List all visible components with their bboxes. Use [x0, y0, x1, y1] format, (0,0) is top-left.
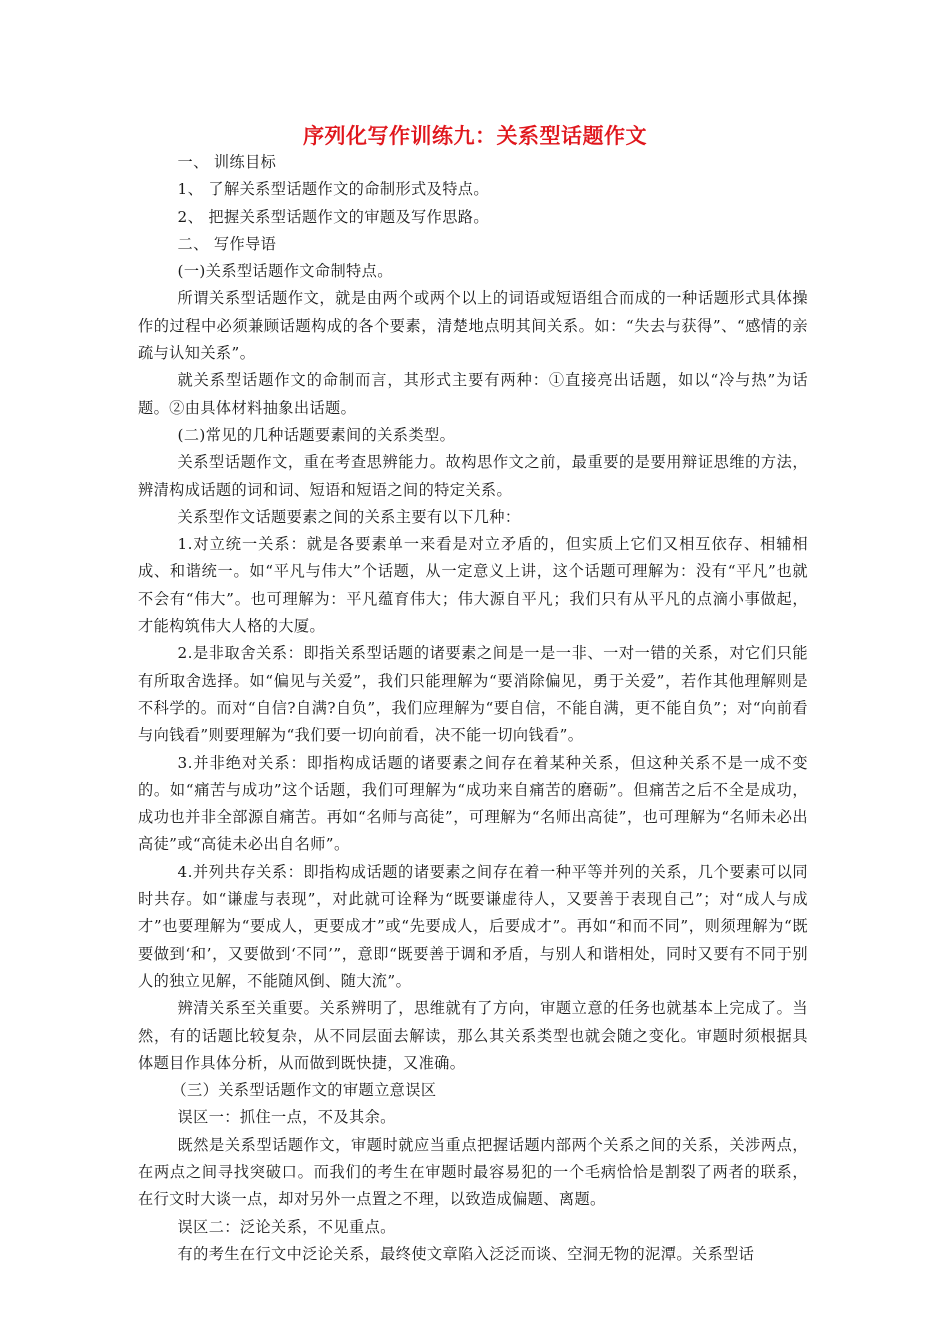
subsection-heading-2: (二)常见的几种话题要素间的关系类型。 [177, 425, 456, 444]
relation-type-4: 4.并列共存关系：即指构成话题的诸要素之间存在着一种平等并列的关系，几个要素可以同时共存。如“谦虚与表现”，对此就可诠释为“既要谦虚待人，又要善于表现自己”；对“成人与成才”也要理解为“要成人，更要成才”或“先要成人，后要成才”。再如“和而不同”，则须理解为“既要做到‘和’，又要做到‘不同’”，意即“既要善于调和矛盾，与别人和谐相处，同时又要有不同于别人的独立见解，不能随风倒、随大流”。 [138, 862, 808, 990]
body-paragraph: 有的考生在行文中泛论关系，最终使文章陷入泛泛而谈、空洞无物的泥潭。关系型话 [177, 1244, 755, 1263]
goal-item-1: 1、 了解关系型话题作文的命制形式及特点。 [177, 180, 489, 199]
subsection-heading-1: (一)关系型话题作文命制特点。 [177, 262, 393, 281]
relation-type-2: 2.是非取舍关系：即指关系型话题的诸要素之间是一是一非、一对一错的关系，对它们只能有所取舍选择。如“偏见与关爱”，我们只能理解为“要消除偏见，勇于关爱”，若作其他理解则是不科学的。而对“自信?自满?自负”，我们应理解为“要自信，不能自满，更不能自负”；对“向前看与向钱看”则要理解为“我们要一切向前看，决不能一切向钱看”。 [138, 644, 808, 745]
section-heading-1: 一、 训练目标 [177, 153, 277, 171]
pitfall-heading-2: 误区二：泛论关系，不见重点。 [177, 1217, 396, 1236]
body-paragraph: 关系型话题作文，重在考查思辨能力。故构思作文之前，最重要的是要用辩证思维的方法，辨清构成话题的词和词、短语和短语之间的特定关系。 [138, 453, 808, 499]
document-body [138, 149, 808, 1268]
body-paragraph: 辨清关系至关重要。关系辨明了，思维就有了方向，审题立意的任务也就基本上完成了。当然，有的话题比较复杂，从不同层面去解读，那么其关系类型也就会随之变化。审题时须根据具体题目作具体分析，从而做到既快捷，又准确。 [138, 999, 808, 1072]
relation-type-3: 3.并非绝对关系：即指构成话题的诸要素之间存在着某种关系，但这种关系不是一成不变的。如“痛苦与成功”这个话题，我们可理解为“成功来自痛苦的磨砺”。但痛苦之后不全是成功，成功也并非全部源自痛苦。再如“名师与高徒”，可理解为“名师出高徒”，也可理解为“名师未必出高徒”或“高徒未必出自名师”。 [138, 753, 808, 854]
goal-item-2: 2、 把握关系型话题作文的审题及写作思路。 [177, 207, 489, 226]
section-heading-2: 二、 写作导语 [177, 234, 277, 253]
document-title: 序列化写作训练九：关系型话题作文 [303, 123, 647, 148]
body-paragraph: 就关系型话题作文的命制而言，其形式主要有两种：①直接亮出话题，如以“冷与热”为话题。②由具体材料抽象出话题。 [138, 371, 808, 417]
body-paragraph: 所谓关系型话题作文，就是由两个或两个以上的词语或短语组合而成的一种话题形式具体操作的过程中必须兼顾话题构成的各个要素，清楚地点明其间关系。如：“失去与获得”、“感情的亲疏与认知关系”。 [138, 289, 808, 363]
subsection-heading-3: （三）关系型话题作文的审题立意误区 [171, 1081, 437, 1100]
relation-type-1: 1.对立统一关系：就是各要素单一来看是对立矛盾的，但实质上它们又相互依存、相辅相成、和谐统一。如“平凡与伟大”个话题，从一定意义上讲，这个话题可理解为：没有“平凡”也就不会有“伟大”。也可理解为：平凡蕴育伟大；伟大源自平凡；我们只有从平凡的点滴小事做起，才能构筑伟大人格的大厦。 [138, 535, 808, 636]
body-paragraph: 关系型作文话题要素之间的关系主要有以下几种： [177, 507, 521, 526]
body-paragraph: 既然是关系型话题作文，审题时就应当重点把握话题内部两个关系之间的关系，关涉两点，在两点之间寻找突破口。而我们的考生在审题时最容易犯的一个毛病恰恰是割裂了两者的联系，在行文时大谈一点，却对另外一点置之不理，以致造成偏题、离题。 [138, 1135, 808, 1209]
pitfall-heading-1: 误区一：抓住一点，不及其余。 [177, 1108, 396, 1127]
